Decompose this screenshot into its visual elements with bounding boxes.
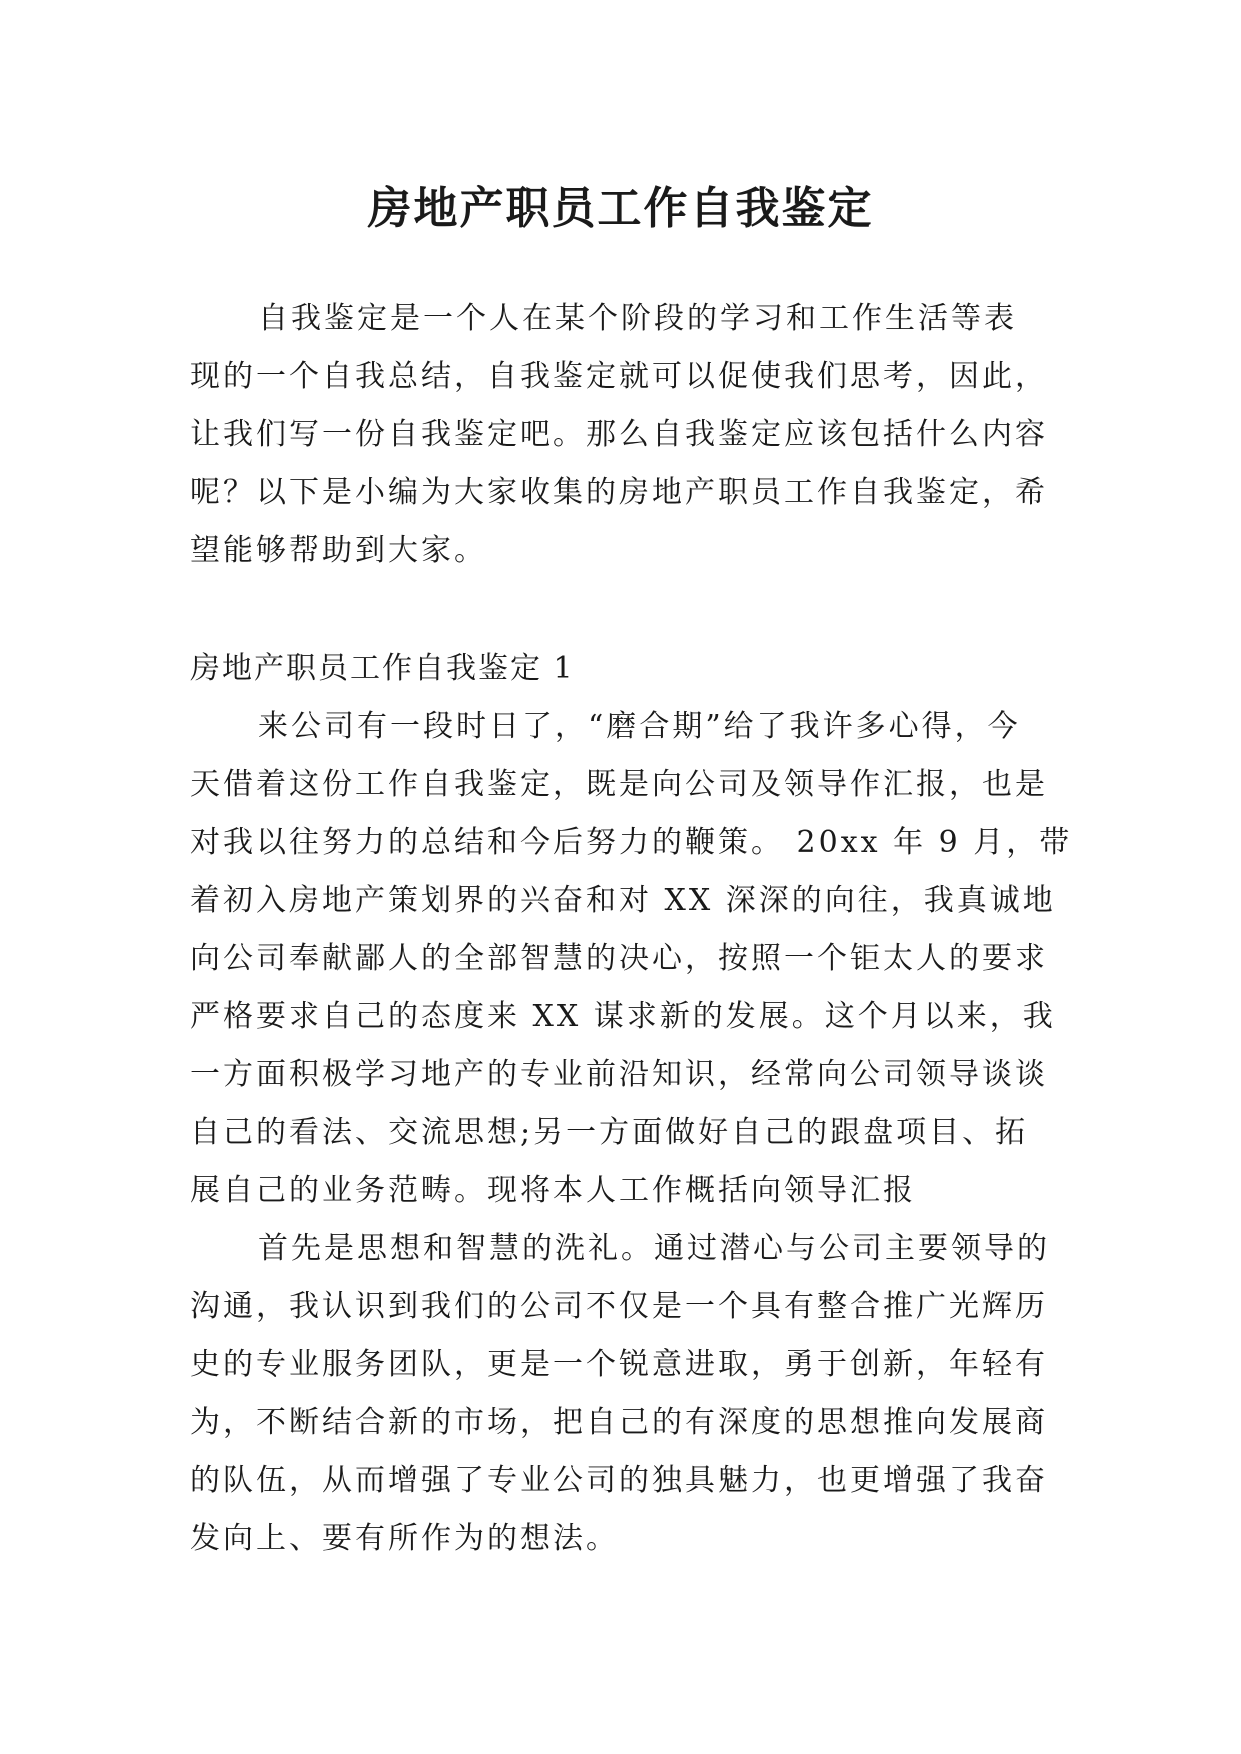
intro-line: 现的一个自我总结，自我鉴定就可以促使我们思考，因此， xyxy=(190,359,1048,394)
paragraph-line: 来公司有一段时日了，“磨合期”给了我许多心得，今 xyxy=(258,709,1021,744)
paragraph-2 xyxy=(190,1220,1062,1568)
paragraph-line: 发向上、要有所作为的想法。 xyxy=(190,1521,619,1556)
paragraph-line: 自己的看法、交流思想;另一方面做好自己的跟盘项目、拓 xyxy=(190,1115,1029,1150)
intro-line: 望能够帮助到大家。 xyxy=(190,533,487,568)
paragraph-1 xyxy=(190,698,1073,1220)
document-title: 房地产职员工作自我鉴定 xyxy=(367,183,874,235)
paragraph-line: 沟通，我认识到我们的公司不仅是一个具有整合推广光辉历 xyxy=(190,1289,1048,1324)
paragraph-line: 一方面积极学习地产的专业前沿知识，经常向公司领导谈谈 xyxy=(190,1057,1048,1092)
section-heading: 房地产职员工作自我鉴定 1 xyxy=(190,651,575,686)
paragraph-line: 天借着这份工作自我鉴定，既是向公司及领导作汇报，也是 xyxy=(190,767,1048,802)
paragraph-line: 为，不断结合新的市场，把自己的有深度的思想推向发展商 xyxy=(190,1405,1048,1440)
paragraph-line: 的队伍，从而增强了专业公司的独具魅力，也更增强了我奋 xyxy=(190,1463,1048,1498)
paragraph-line: 对我以往努力的总结和今后努力的鞭策。 20xx 年 9 月，带 xyxy=(190,825,1073,860)
intro-line: 自我鉴定是一个人在某个阶段的学习和工作生活等表 xyxy=(258,301,1017,336)
paragraph-line: 着初入房地产策划界的兴奋和对 XX 深深的向往，我真诚地 xyxy=(190,883,1056,918)
paragraph-line: 史的专业服务团队，更是一个锐意进取，勇于创新，年轻有 xyxy=(190,1347,1048,1382)
paragraph-line: 首先是思想和智慧的洗礼。通过潜心与公司主要领导的 xyxy=(258,1231,1050,1266)
intro-line: 呢？以下是小编为大家收集的房地产职员工作自我鉴定，希 xyxy=(190,475,1048,510)
paragraph-line: 向公司奉献鄙人的全部智慧的决心，按照一个钜太人的要求 xyxy=(190,941,1048,976)
paragraph-line: 严格要求自己的态度来 XX 谋求新的发展。这个月以来，我 xyxy=(190,999,1056,1034)
intro-paragraph xyxy=(190,290,1062,580)
intro-line: 让我们写一份自我鉴定吧。那么自我鉴定应该包括什么内容 xyxy=(190,417,1048,452)
paragraph-line: 展自己的业务范畴。现将本人工作概括向领导汇报 xyxy=(190,1173,916,1208)
